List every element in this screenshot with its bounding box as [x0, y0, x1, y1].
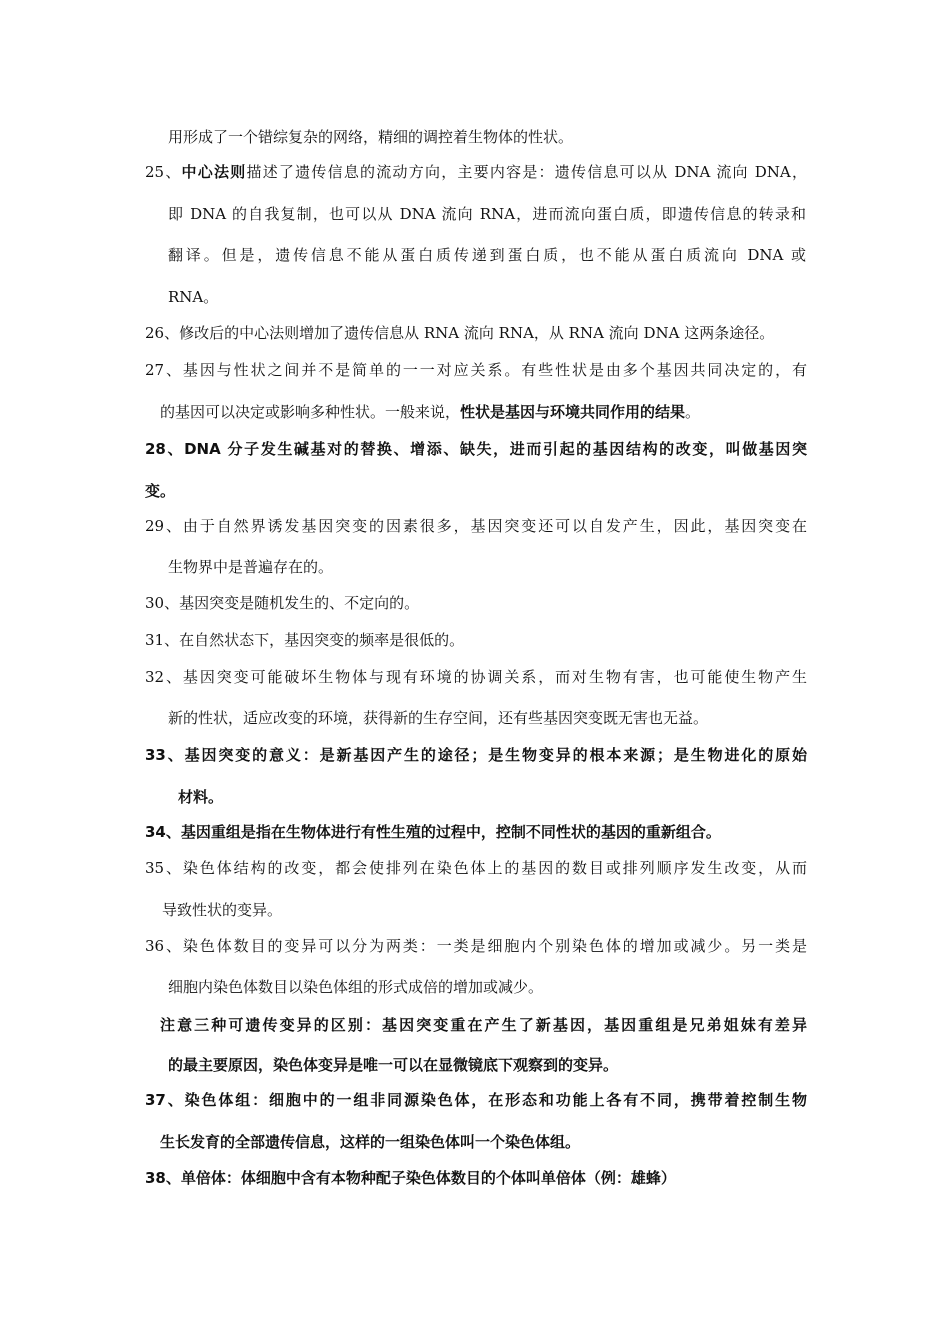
term-central-dogma: 中心法则 — [181, 163, 247, 181]
item-35: 35、染色体结构的改变，都会使排列在染色体上的基因的数目或排列顺序发生改变，从而 — [145, 859, 807, 877]
text-line: 翻译。但是，遗传信息不能从蛋白质传递到蛋白质，也不能从蛋白质流向 DNA 或 — [168, 246, 806, 264]
item-38: 38、单倍体：体细胞中含有本物种配子染色体数目的个体叫单倍体（例：雄蜂） — [145, 1169, 676, 1187]
text-line: 导致性状的变异。 — [162, 901, 283, 919]
item-27: 27、基因与性状之间并不是简单的一一对应关系。有些性状是由多个基因共同决定的，有 — [145, 361, 807, 379]
item-number: 25、 — [145, 163, 182, 181]
text-line: 生长发育的全部遗传信息，这样的一组染色体叫一个染色体组。 — [160, 1133, 581, 1151]
text-line: 新的性状，适应改变的环境，获得新的生存空间，还有些基因突变既无害也无益。 — [168, 709, 709, 727]
note-line: 注意三种可遗传变异的区别：基因突变重在产生了新基因，基因重组是兄弟姐妹有差异 — [160, 1016, 807, 1034]
item-26: 26、修改后的中心法则增加了遗传信息从 RNA 流向 RNA，从 RNA 流向 DNA 这两条途径。 — [145, 324, 775, 342]
item-25 — [145, 161, 807, 183]
item-31: 31、在自然状态下，基因突变的频率是很低的。 — [145, 631, 465, 649]
item-33: 33、基因突变的意义：是新基因产生的途径；是生物变异的根本来源；是生物进化的原始 — [145, 746, 807, 764]
text-line: RNA。 — [168, 288, 219, 306]
text-line: 材料。 — [178, 788, 224, 806]
note-line: 的最主要原因，染色体变异是唯一可以在显微镜底下观察到的变异。 — [168, 1056, 619, 1074]
item-37: 37、染色体组：细胞中的一组非同源染色体，在形态和功能上各有不同，携带着控制生物 — [145, 1091, 807, 1109]
text-line: 生物界中是普遍存在的。 — [168, 558, 334, 576]
item-30: 30、基因突变是随机发生的、不定向的。 — [145, 594, 420, 612]
text-line: 细胞内染色体数目以染色体组的形式成倍的增加或减少。 — [168, 978, 544, 996]
item-29: 29、由于自然界诱发基因突变的因素很多，基因突变还可以自发产生，因此，基因突变在 — [145, 517, 807, 535]
item-36: 36、染色体数目的变异可以分为两类：一类是细胞内个别染色体的增加或减少。另一类是 — [145, 937, 807, 955]
text-line: 用形成了一个错综复杂的网络，精细的调控着生物体的性状。 — [168, 128, 574, 146]
text-line: 变。 — [145, 482, 176, 500]
text-span: 的基因可以决定或影响多种性状。一般来说， — [160, 403, 461, 421]
text-line — [160, 401, 700, 423]
item-34: 34、基因重组是指在生物体进行有性生殖的过程中，控制不同性状的基因的重新组合。 — [145, 823, 721, 841]
key-point: 性状是基因与环境共同作用的结果 — [460, 403, 686, 421]
text-span: 。 — [685, 403, 701, 421]
text-line: 即 DNA 的自我复制，也可以从 DNA 流向 RNA，进而流向蛋白质，即遗传信息的转录和 — [168, 205, 806, 223]
item-32: 32、基因突变可能破坏生物体与现有环境的协调关系，而对生物有害，也可能使生物产生 — [145, 668, 807, 686]
text-span: 描述了遗传信息的流动方向，主要内容是：遗传信息可以从 DNA 流向 DNA， — [246, 163, 807, 181]
item-28: 28、DNA 分子发生碱基对的替换、增添、缺失，进而引起的基因结构的改变，叫做基因突 — [145, 440, 807, 458]
